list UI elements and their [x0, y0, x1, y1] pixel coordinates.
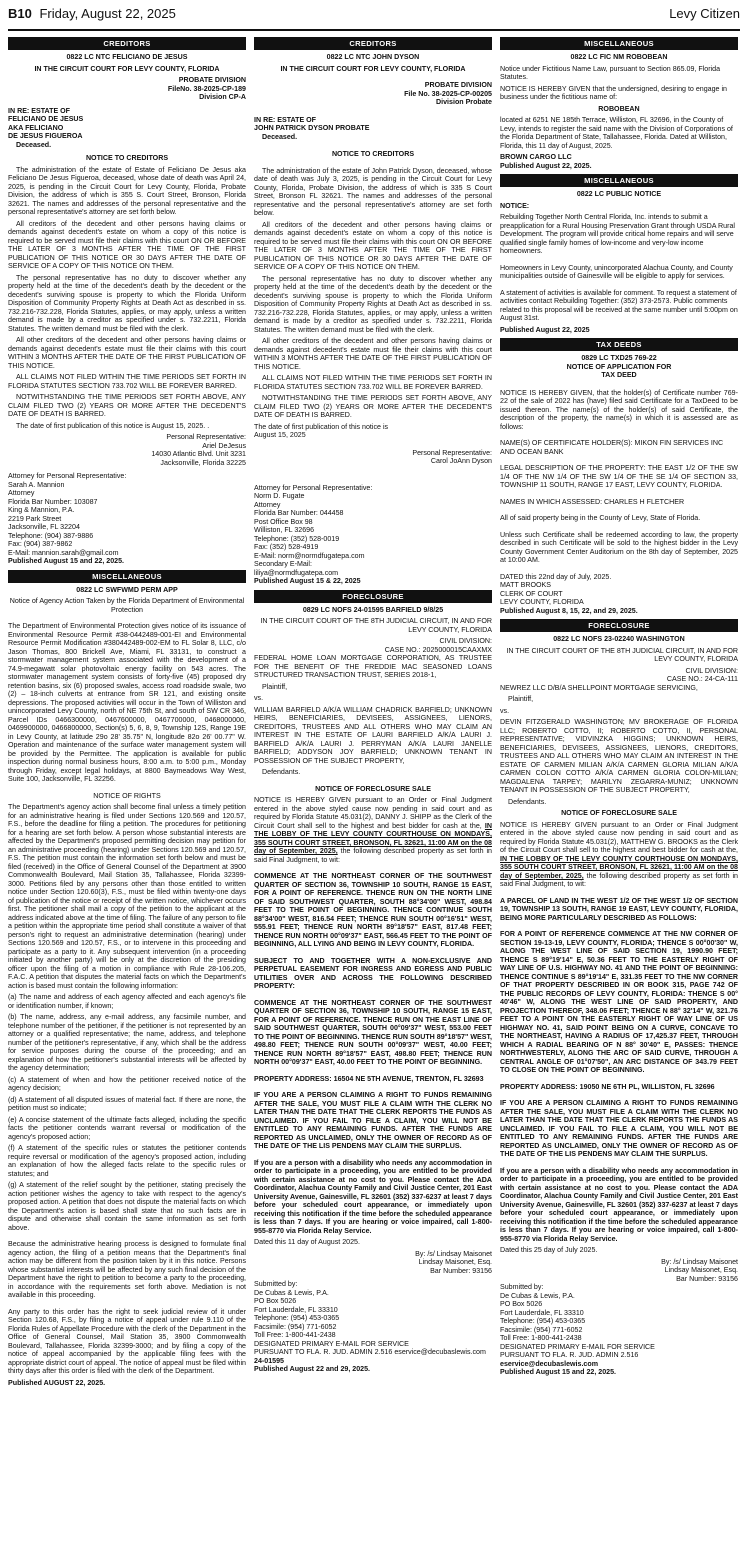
section-band: TAX DEEDS: [500, 338, 738, 351]
atty-line: Florida Bar Number: 103087: [8, 497, 98, 506]
division: PROBATE DIVISION: [178, 76, 246, 85]
atty-line: Florida Bar Number: 044458: [254, 509, 344, 518]
body-paragraph: All creditors of the decedent and other persons having claims or demands against decedent's estate on whom a copy of this notice is required to be served must file their claims with this court ON OR BEFORE THE LATER OF 3 MONTHS AFTER THE TIME OF THE FIRST PUBLICATION OF THIS NOTICE OR 30 DAYS AFTER THE DATE OF SERVICE OF A COPY OF THIS NOTICE ON THEM.: [8, 219, 246, 271]
atty-line: E-Mail: mannion.sarah@gmail.com: [8, 548, 119, 557]
submitted-line: PO Box 5026: [500, 1300, 543, 1309]
column-3: [500, 35, 738, 1391]
submitted-line: Toll Free: 1-800-441-2438: [500, 1334, 582, 1343]
court-name: IN THE CIRCUIT COURT OF THE 8TH JUDICIAL CIRCUIT, IN AND FOR LEVY COUNTY, FLORIDA: [260, 617, 492, 634]
atty-line: Attorney for Personal Representative:: [254, 483, 373, 492]
pr-line: Jacksonville, Florida 32225: [160, 458, 246, 467]
body-paragraph: Homeowners in Levy County, unincorporated Alachua County, and County municipalities outside of Gainesville will be eligible to apply for services.: [500, 263, 733, 281]
re-line: IN RE: ESTATE OF: [8, 106, 71, 115]
notice-label: NOTICE:: [500, 201, 530, 210]
civil-division: CIVIL DIVISION:: [685, 666, 738, 675]
body-paragraph: NOTWITHSTANDING THE TIME PERIODS SET FORTH ABOVE, ANY CLAIM FILED TWO (2) YEARS OR MORE AFTER THE DECEDENT'S DATE OF DEATH IS BARRED.: [254, 394, 492, 420]
legal-description: COMMENCE AT THE NORTHEAST CORNER OF THE SOUTHWEST QUARTER OF SECTION 36, TOWNSHIP 10 SOUTH, RANGE 15 EAST, FOR A POINT OF REFERENCE. THENCE RUN ON THE NORTH LINE OF SAID SOUTHWEST QUARTER, SOUTH 88°34'00" WEST, 498.84 FEET TO THE POINT OF BEGINNING. THENCE CONTINUE SOUTH 88°34'00" WEST, 816.54 FEET; THENCE RUN SOUTH 00°16'51" WEST, 555.91 FEET; THENCE RUN NORTH 89°18'57" EAST, 817.48 FEET; THENCE RUN NORTH 00°09'37" EAST, 566.45 FEET TO THE POINT OF BEGINNING, ALL LYING AND BEING IN LEVY COUNTY, FLORIDA.: [254, 872, 492, 949]
atty-line: Sarah A. Mannion: [8, 480, 65, 489]
defendants: WILLIAM BARFIELD A/K/A WILLIAM CHADRICK BARFIELD; UNKNOWN HEIRS, BENEFICIARIES, DEVISEES, ASSIGNEES, LIENORS, CREDITORS, TRUSTEES AND ALL OTHERS WHO MAY CLAIM AN INTEREST IN THE ESTATE OF LAURI BARFIELD A/K/A LAURI J. BARFIELD A/K/A LAURI J. PERRYMAN A/K/A LAURI JANELLE BARFIELD; ADDYSON JOY BARFIELD; UNKNOWN TENANT IN POSSESSION OF THE SUBJECT PROPERTY,: [254, 705, 492, 765]
notice-title: 0822 LC FIC NM ROBOBEAN: [570, 53, 668, 62]
submitted-line: Fort Lauderdale, FL 33310: [254, 1305, 338, 1314]
first-pub-date: August 15, 2025: [254, 431, 306, 440]
signature-line: Bar Number: 93156: [676, 1274, 738, 1283]
atty-line: 2219 Park Street: [8, 514, 62, 523]
re-line: FELICIANO DE JESUS: [8, 115, 84, 124]
legal-description: FOR A POINT OF REFERENCE COMMENCE AT THE NW CORNER OF SECTION 19-13-19, LEVY COUNTY, FLORIDA; THENCE S 00°00'30" W, ALONG THE WEST LINE OF SAID SECTION 19, 1990.90 FEET; THENCE S 89°19'14" E, 50.36 FEET TO THE EASTERLY RIGHT OF WAY LINE OF U.S. HIGHWAY NO. 41 AND THE POINT OF BEGINNING: THENCE CONTINUE S 89°19'14" E, 331.35 FEET TO THE NW CORNER OF THAT PROPERTY DESCRIBED IN OR BOOK 315, PAGE 742 OF THE PUBLIC RECORDS OF LEVY COUNTY, FLORIDA: THENCE S 00° 40'46" W, ALONG THE WEST LINE OF SAID PROPERTY, AND PROJECTION THEREOF, 348.06 FEET; THENCE N 88° 32'14" W, 321.76 FEET TO A POINT ON THE EASTERLY RIGHT OF WAY LINE OF US HIGHWAY NO. 41, SAID POINT BEING ON A CURVE, CONCAVE TO THE NORTHEAST, HAVING A RADIUS OF 17,425.37 FEET, THROUGH WHICH A RADIAL BEARING OF N 88° 30'40" E, PASSES: THENCE NORTHWESTERLY, ALONG THE ARC OF SAID CURVE, THROUGH A CENTRAL ANGLE OF 01°07'50", AN ARC DISTANCE OF 343.79 FEET TO CLOSE ON THE POINT OF BEGINNING.: [500, 930, 738, 1075]
versus: vs.: [254, 694, 264, 703]
notice-heading: NOTICE OF APPLICATION FOR: [566, 362, 672, 371]
dated-line: Dated this 25 day of July 2025.: [500, 1246, 598, 1255]
defendants-role: Defendants.: [262, 768, 301, 777]
notice-title: 0822 LC NOFS 23-02240 WASHINGTON: [553, 635, 685, 644]
notice-feliciano: [8, 53, 246, 566]
date-line: The date of first publication of this notice is: [254, 422, 389, 431]
body-paragraph: located at 6251 NE 185th Terrace, Williston, FL 32696, in the County of Levy, intends to register the said name with the Division of Corporations of the Florida Department of State, Tallahassee, Florida. Dated at Williston, Florida, this 11 day of August, 2025.: [500, 116, 733, 150]
atty-line: liliya@normdfugatepa.com: [254, 568, 339, 577]
plaintiff-role: Plaintiff,: [262, 682, 288, 691]
submitted-line: De Cubas & Lewis, P.A.: [254, 1288, 329, 1297]
sale-intro: NOTICE IS HEREBY GIVEN pursuant to an Order or Final Judgment entered in the above styled cause now pending in said court and as required by Florida Statute 45.031(2), MATTHEW G. BROOKS as the Clerk of the Circuit Court shall sell to the highest and best bidder for cash at the, IN THE LOBBY OF THE LEVY COUNTY COURTHOUSE ON MONDAYS, 355 SOUTH COURT STREET, BRONSON, FL 32621, 11:00 AM on the 08 day of September, 2025, the following described property as set forth in said Final Judgment, to wit:: [500, 820, 738, 889]
re-line: JOHN PATRICK DYSON PROBATE: [254, 124, 370, 133]
body-paragraph: (c) A statement of when and how the petitioner received notice of the agency decision;: [8, 1075, 246, 1093]
body-paragraph: The personal representative has no duty to discover whether any property held at the time of the decedent's death by the decedent or the decedent's surviving spouse is property to which the Florida Uniform Disposition of Community Property Rights at Death Act as described in ss. 732.216-732.228, Florida Statutes, applies, or may apply, unless a written demand is made by a creditor as specified under s. 732.2211, Florida Statutes. The written demand must be filed with the clerk.: [8, 273, 246, 333]
body-paragraph: All other creditors of the decedent and other persons having claims or demands against decedent's estate must file their claims with this court WITHIN 3 MONTHS AFTER THE DATE OF THE FIRST PUBLICATION OF THIS NOTICE.: [254, 337, 492, 371]
division-code: Division CP-A: [199, 93, 246, 102]
body-paragraph: LEGAL DESCRIPTION OF THE PROPERTY: THE EAST 1/2 OF THE SW 1/4 OF THE NW 1/4 OF THE SW 1/4 OF THE SE 1/4 OF SECTION 33, TOWNSHIP 11 SOUTH, RANGE 17 EAST, LEVY COUNTY, FLORIDA.: [500, 464, 738, 490]
signature-line: Lindsay Maisonet, Esq.: [418, 1258, 492, 1267]
pr-line: Personal Representative:: [412, 448, 492, 457]
pr-line: Ariel DeJesus: [202, 441, 246, 450]
notice-title: 0822 LC NTC FELICIANO DE JESUS: [66, 53, 188, 62]
dated-line: MATT BROOKS: [500, 581, 551, 590]
body-paragraph: All of said property being in the County of Levy, State of Florida.: [500, 514, 701, 523]
submitted-line: Telephone: (954) 453-0365: [254, 1314, 340, 1323]
body-paragraph: NOTICE IS HEREBY GIVEN, that the holder(s) of Certificate number 769-22 of the sale of 2022 has (have) filed said Certificate for a TaxDeed to be issued thereon. The name(s) of the holder(s) of said Certificate, the description of the property, the name(s) in which it is assessed are as follows:: [500, 388, 738, 431]
body-paragraph: The date of first publication of this notice is August 15, 2025. .: [16, 421, 210, 430]
dated-line: CLERK OF COURT: [500, 589, 563, 598]
legal-description: COMMENCE AT THE NORTHEAST CORNER OF THE SOUTHWEST QUARTER OF SECTION 36, TOWNSHIP 10 SOUTH, RANGE 15 EAST, FOR A POINT OF REFERENCE. THENCE RUN ON THE EAST LINE OF SAID SOUTHWEST QUARTER, SOUTH 00°09'37" WEST, 553.00 FEET TO THE POINT OF BEGINNING. THENCE RUN SOUTH 89°18'57" WEST, 498.80 FEET; THENCE RUN SOUTH 00°09'37" WEST, 40.00 FEET; THENCE RUN NORTH 89°18'57" EAST, 498.80 FEET; THENCE RUN NORTH 00°09'37" EAST, 40.00 FEET TO THE POINT OF BEGINNING.: [254, 998, 492, 1067]
notice-heading: TAX DEED: [601, 371, 637, 380]
deceased-label: Deceased.: [16, 140, 52, 149]
ada-notice: If you are a person with a disability who needs any accommodation in order to participate in a proceeding, you are entitled to be provided with certain assistance at no cost to you. Please contact the ADA Coordinator, Alachua County Family and Civil Justice Center, 201 East University Avenue, Gainesville, FL 32601 (352) 337-6237 at least 7 days before your scheduled court appearance, or immediately upon receiving this notification if the time before the scheduled appearance is less than 7 days. If you are hearing or voice impaired, call 1-800-955-8770 via Florida Relay Service.: [254, 1158, 492, 1235]
case-ref: 24-01595: [254, 1356, 284, 1365]
published-line: Published August 22, 2025: [500, 325, 590, 334]
section-band: MISCELLANEOUS: [500, 37, 738, 50]
notice-tax-deed: [500, 354, 738, 615]
published-line: Published August 22, 2025.: [500, 161, 592, 170]
deceased-label: Deceased.: [262, 132, 298, 141]
body-paragraph: (f) A statement of the specific rules or statutes the petitioner contends require reversal or modification of the agency's proposed action, including an explanation of how the alleged facts relate to the specific rules or statutes; and: [8, 1144, 246, 1178]
submitted-line: PURSUANT TO FLA. R. JUD. ADMIN 2.516: [500, 1351, 639, 1360]
pr-line: Carol JoAnn Dyson: [430, 457, 492, 466]
notice-heading: NOTICE TO CREDITORS: [85, 154, 169, 163]
body-paragraph: Notice under Fictitious Name Law, pursuant to Section 865.09, Florida Statutes.: [500, 64, 721, 82]
section-band: MISCELLANEOUS: [8, 570, 246, 583]
submitted-line: Telephone: (954) 453-0365: [500, 1317, 586, 1326]
atty-line: Telephone: (352) 528-0019: [254, 534, 340, 543]
notice-heading: NOTICE OF FORECLOSURE SALE: [561, 809, 677, 818]
body-paragraph: The Department's agency action shall become final unless a timely petition for an administrative hearing is filed under Sections 120.569 and 120.57, F.S., before the deadline for filing a petition. The procedures for petitioning for a hearing are set forth below. A person whose substantial interests are affected by the Department's proposed permitting decision may petition for an administrative proceeding (hearing) under Sections 120.569 and 120.57, F.S. The petition must contain the information set forth below and must be filed (received) in the Office of General Counsel of the Department at 3900 Commonwealth Boulevard, Mail Station 35, Tallahassee, Florida 32399-3000. Petitions filed by any persons other than those entitled to written notice under Section 120.60(3), F.S., must be filed within twenty-one days of publication of the notice or receipt of the written notice, whichever occurs first. The petitioner shall mail a copy of the petition to the applicant at the address indicated above at the time of filing. The failure of any person to file a petition within the appropriate time period shall constitute a waiver of that person's right to request an administrative determination (hearing) under Sections 120.569 and 120.57, F.S., or to intervene in this proceeding and participate as a party to it. Any subsequent intervention (in a proceeding initiated by another party) will be only at the discretion of the presiding officer upon the filing of a motion in compliance with Rule 28-106.205, F.A.C. A petition that disputes the material facts on which the Department's action is based must contain the following information:: [8, 803, 246, 990]
notice-heading: NOTICE OF FORECLOSURE SALE: [315, 784, 431, 793]
legal-description: SUBJECT TO AND TOGETHER WITH A NON-EXCLUSIVE AND PERPETUAL EASEMENT FOR INGRESS AND EGRESS AND PUBLIC UTILITIES OVER AND ACROSS THE FOLLOWING DESCRIBED PROPERTY:: [254, 956, 492, 991]
body-paragraph: Any party to this order has the right to seek judicial review of it under Section 120.68, F.S., by filing a notice of appeal under rule 9.110 of the Florida Rules of Appellate Procedure with the clerk of the Department in the Office of General Counsel, Mail Station 35, 3900 Commonwealth Boulevard, Tallahassee, Florida 32399-3000; and by filing a copy of the notice of appeal accompanied by the applicable filing fees with the appropriate district court of appeal. The notice of appeal must be filed within thirty days after this order is filed with the clerk of the Department.: [8, 1307, 246, 1376]
notice-heading: NOTICE TO CREDITORS: [331, 150, 415, 159]
published-line: Published August 15 and 22, 2025.: [8, 557, 125, 566]
header-rule: [8, 29, 740, 31]
signature-line: By: /s/ Lindsay Maisonet: [661, 1257, 738, 1266]
submitted-line: De Cubas & Lewis, P.A.: [500, 1291, 575, 1300]
notice-title: 0829 LC TXD25 769-22: [581, 354, 657, 363]
section-band: CREDITORS: [8, 37, 246, 50]
body-paragraph: The personal representative has no duty to discover whether any property held at the time of the decedent's death by the decedent or the decedent's surviving spouse is property to which the Florida Uniform Disposition of Community Property Rights at Death Act as described in ss. 732.216-732.228, Florida Statutes, applies, or may apply, unless a written demand is made by a creditor as specified under s. 732.2211, Florida Statutes. The written demand must be filed with the clerk.: [254, 274, 492, 334]
defendants: DEVIN FITZGERALD WASHINGTON; MV BROKERAGE OF FLORIDA LLC; ROBERTO COTTO, II; ROBERTO COTTO, II, PERSONAL REPRESENTATIVE; VIDVINZKA HIGGINS; UNKNOWN HEIRS, BENEFICIARIES, DEVISEES, ASSIGNEES, LIENORS, CREDITORS, TRUSTEES AND ALL OTHERS WHO MAY CLAIM AN INTEREST IN THE ESTATE OF CARMEN MILIAN A/K/A CARMEN GLORIA MILIAN A/K/A CARMEN COLON COTTO A/K/A CARMEN GLORIA COLON-MILIAN; MAGDALENA TARPEY; MARILYN ZEGARRA-MUNIZ; UNKNOWN TENANT IN POSSESSION OF THE SUBJECT PROPERTY,: [500, 718, 738, 795]
submitted-line: PURSUANT TO FLA. R. JUD. ADMIN 2.516 eservice@decubaslewis.com: [254, 1348, 486, 1357]
submitted-line: Submitted by:: [254, 1280, 298, 1289]
submitted-line: DESIGNATED PRIMARY E-MAIL FOR SERVICE: [254, 1339, 409, 1348]
column-1: [8, 35, 246, 1391]
notice-subtitle: Notice of Agency Action Taken by the Florida Department of Environmental Protection: [9, 597, 245, 614]
notice-washington: [500, 635, 738, 1377]
section-band: CREDITORS: [254, 37, 492, 50]
body-paragraph: All other creditors of the decedent and other persons having claims or demands against decedent's estate must file their claims with this court WITHIN 3 MONTHS AFTER THE DATE OF THE FIRST PUBLICATION OF THIS NOTICE.: [8, 336, 246, 370]
published-line: Published August 15 & 22, 2025: [254, 577, 361, 586]
atty-line: Attorney for Personal Representative:: [8, 472, 127, 481]
plaintiff: FEDERAL HOME LOAN MORTGAGE CORPORATION, AS TRUSTEE FOR THE BENEFIT OF THE FREDDIE MAC SEASONED LOANS STRUCTURED TRANSACTION TRUST, SERIES 2018-1,: [254, 654, 492, 680]
body-paragraph: ALL CLAIMS NOT FILED WITHIN THE TIME PERIODS SET FORTH IN FLORIDA STATUTES SECTION 733.702 WILL BE FOREVER BARRED.: [8, 373, 246, 390]
body-paragraph: The administration of the estate of John Patrick Dyson, deceased, whose date of death was July 3, 2025, is pending in the Circuit Court for Levy County, Florida, Probate Division, the address of which is 335 S Court Street, Bronson FL 32621. The names and addresses of the personal representative and the personal representative's attorney are set forth below.: [254, 166, 492, 218]
dated-line: DATED this 22nd day of July, 2025.: [500, 572, 612, 581]
body-paragraph: The Department of Environmental Protection gives notice of its issuance of Environmental Resource Permit #38-0442489-001-EI and Environmental Resource Permit Modification #380442489-002-EM to FL Solar 8, LLC, c/o Jason Thomas, 800 Brickell Ave, Miami, FL 33131, to construct a stormwater management system associated with the development of a 74.9-megawatt solar photovoltaic energy facility on 543 acres. The stormwater management system consists of forty-five (45) proposed dry retention basins, six (6) proposed swales, access road roadside swale, two (2) – 18-inch culverts at entrance from SR 121, and existing onsite depressions. The proposed activities will occur in the Town of Williston and unincorporated Levy County, north of NE 75th St, and south of SW CR 346, Parcel IDs 0466300000, 0467600000, 0467700000, 0468000000, 0469900000, 0466800000, Section(s) 5, 6, 8, 9, Township 12S, Range 19E in Levy County, at latitude 29o 28' 35.75" N, longitude 82o 26' 00.77" W. Operation and maintenance of the surface water management system will be provided by the Permittee. The application is available for public inspection during normal business hours, 8:00 a.m. to 5:00 p.m., Monday through Friday, except legal holidays, at 8800 Baymeadows Way West, Suite 100, Jacksonville, FL 32256.: [8, 622, 246, 784]
submitted-line: Fort Lauderdale, FL 33310: [500, 1308, 584, 1317]
atty-line: Williston, FL 32696: [254, 526, 315, 535]
surplus-notice: IF YOU ARE A PERSON CLAIMING A RIGHT TO FUNDS REMAINING AFTER THE SALE, YOU MUST FILE A CLAIM WITH THE CLERK NO LATER THAN THE DATE THAT THE CLERK REPORTS THE FUNDS AS UNCLAIMED. IF YOU FAIL TO FILE A CLAIM, YOU WILL NOT BE ENTITLED TO ANY REMAINING FUNDS. AFTER THE FUNDS ARE REPORTED AS UNCLAIMED, ONLY THE OWNER OF RECORD AS OF THE DATE OF THE LIS PENDENS MAY CLAIM THE SURPLUS.: [500, 1099, 738, 1159]
notice-title: 0822 LC NTC JOHN DYSON: [326, 53, 420, 62]
atty-line: Fax: (352) 528-4919: [254, 543, 319, 552]
columns: [8, 35, 740, 1391]
submitted-line: Toll Free: 1-800-441-2438: [254, 1331, 336, 1340]
court-name: IN THE CIRCUIT COURT FOR LEVY COUNTY, FLORIDA: [280, 64, 466, 73]
atty-line: Secondary E-Mail:: [254, 560, 312, 569]
file-number: File No. 38-2025-CP-00205: [404, 89, 492, 98]
legal-description: A PARCEL OF LAND IN THE WEST 1/2 OF THE WEST 1/2 OF SECTION 19, TOWNSHIP 13 SOUTH, RANGE 19 EAST, LEVY COUNTY, FLORIDA, BEING MORE PARTICULARLY DESCRIBED AS FOLLOWS:: [500, 896, 738, 922]
body-paragraph: The administration of the estate of Estate of Feliciano De Jesus aka Feliciano De Jesus Figueroa, deceased, whose date of death was April 24, 2025, is pending in the Circuit Court for Levy County, Florida, Probate Division, the address of which is 355 S. Court Street, Bronson, Florida 32621. The names and addresses of the personal representative and the personal representative's attorney are set forth below.: [8, 165, 246, 217]
section-band: FORECLOSURE: [500, 619, 738, 632]
submitted-line: Submitted by:: [500, 1283, 544, 1292]
submitted-line: Facsimile: (954) 771-6052: [254, 1322, 337, 1331]
case-number: CASE NO.: 2025000015CAAXMX: [384, 645, 492, 654]
body-paragraph: A statement of activities is available for comment. To request a statement of activities contact Rebuilding Together: (352) 373-2573. Public comments related to this proposal will be received at the same number until 5:00pm on August 31st.: [500, 288, 738, 323]
issue-date: Friday, August 22, 2025: [39, 6, 176, 21]
owner-name: BROWN CARGO LLC: [500, 153, 572, 162]
notice-public: [500, 190, 738, 334]
section-band: MISCELLANEOUS: [500, 174, 738, 187]
signature-line: Lindsay Maisonet, Esq.: [664, 1266, 738, 1275]
defendants-role: Defendants.: [508, 797, 547, 806]
notice-robobean: [500, 53, 738, 170]
notice-title: 0829 LC NOFS 24-01595 BARFIELD 9/8/25: [302, 605, 444, 614]
body-paragraph: NAMES IN WHICH ASSESSED: CHARLES H FLETCHER: [500, 497, 685, 506]
plaintiff-role: Plaintiff,: [508, 695, 534, 704]
body-paragraph: (d) A statement of all disputed issues of material fact. If there are none, the petition must so indicate;: [8, 1095, 246, 1113]
published-line: Published August 15 and 22, 2025.: [500, 1368, 617, 1377]
page-number: B10: [8, 6, 32, 21]
body-paragraph: Rebuilding Together North Central Florida, Inc. intends to submit a preapplication for a Rural Housing Preservation Grant through USDA Rural Development. The program will provide critical home repairs and will serve qualified single family homes of low-income and very-low income homeowners.: [500, 213, 736, 256]
published-line: Published August 8, 15, 22, and 29, 2025.: [500, 606, 638, 615]
paper-name: Levy Citizen: [669, 6, 740, 21]
atty-line: Fax: (904) 387-9862: [8, 540, 73, 549]
body-paragraph: NOTWITHSTANDING THE TIME PERIODS SET FORTH ABOVE, ANY CLAIM FILED TWO (2) YEARS OR MORE AFTER THE DECEDENT'S DATE OF DEATH IS BARRED.: [8, 393, 246, 419]
notice-dyson: [254, 53, 492, 586]
court-name: IN THE CIRCUIT COURT OF THE 8TH JUDICIAL CIRCUIT, IN AND FOR LEVY COUNTY, FLORIDA: [506, 646, 738, 664]
atty-line: E-Mail: norm@normdfugatepa.com: [254, 551, 365, 560]
plaintiff: NEWREZ LLC D/B/A SHELLPOINT MORTGAGE SERVICING,: [500, 683, 698, 692]
dated-line: Dated this 11 day of August 2025.: [254, 1238, 360, 1247]
body-paragraph: NAME(S) OF CERTIFICATE HOLDER(S): MIKON FIN SERVICES INC AND OCEAN BANK: [500, 439, 724, 456]
body-paragraph: Unless such Certificate shall be redeemed according to law, the property described in such Certificate will be sold to the highest bidder in the Levy County Government Center Auditorium on the 8th day of September, 2025 at 10:00 AM.: [500, 530, 738, 565]
ada-notice: If you are a person with a disability who needs any accommodation in order to participate in a proceeding, you are entitled to be provided with certain assistance at no cost to you. Please contact the ADA Coordinator, Alachua County Family and Civil Justice Center, 201 East University Avenue, Gainesville, FL 32601 (352) 337-6237 at least 7 days before your scheduled court appearance, or immediately upon receiving this notification if the time before the scheduled appearance is less than 7 days. If you are hearing or voice impaired, call 1-800-955-8770 via Florida Relay Service.: [500, 1166, 738, 1243]
column-2: [254, 35, 492, 1391]
pr-line: Personal Representative:: [166, 433, 246, 442]
notice-swfwmd: [8, 586, 246, 1388]
civil-division: CIVIL DIVISION:: [439, 637, 492, 646]
atty-line: Telephone: (904) 387-9886: [8, 531, 94, 540]
atty-line: Post Office Box 98: [254, 517, 313, 526]
property-address: PROPERTY ADDRESS: 16504 NE 5TH AVENUE, TRENTON, FL 32693: [254, 1074, 484, 1083]
body-paragraph: NOTICE IS HEREBY GIVEN that the undersigned, desiring to engage in business under the fictitious name of:: [500, 84, 727, 102]
re-line: DE JESUS FIGUEROA: [8, 132, 83, 141]
body-paragraph: (e) A concise statement of the ultimate facts alleged, including the specific facts the petitioner contends warrant reversal or modification of the agency's proposed action;: [8, 1115, 246, 1141]
body-paragraph: All creditors of the decedent and other persons having claims or demands against decedent's estate on whom a copy of this notice is required to be served must file their claims with this court ON OR BEFORE THE LATER OF 3 MONTHS AFTER THE TIME OF THE FIRST PUBLICATION OF THIS NOTICE OR 30 DAYS AFTER THE DATE OF SERVICE OF A COPY OF THIS NOTICE ON THEM.: [254, 220, 492, 272]
notice-title: 0822 LC SWFWMD PERM APP: [76, 585, 178, 594]
file-number: FileNo. 38-2025-CP-189: [167, 84, 246, 93]
versus: vs.: [500, 706, 510, 715]
submitted-line: Facsimile: (954) 771-6052: [500, 1325, 583, 1334]
body-paragraph: Because the administrative hearing process is designed to formulate final agency action, the filing of a petition means that the Department's final action may be different from the position taken by it in this notice. Persons whose substantial interests will be affected by any such final decision of the Department have the right to petition to become a party to the proceeding, in accordance with the requirements set forth above. Mediation is not available in this proceeding.: [8, 1240, 246, 1300]
body-paragraph: ALL CLAIMS NOT FILED WITHIN THE TIME PERIODS SET FORTH IN FLORIDA STATUTES SECTION 733.702 WILL BE FOREVER BARRED.: [254, 374, 492, 391]
surplus-notice: IF YOU ARE A PERSON CLAIMING A RIGHT TO FUNDS REMAINING AFTER THE SALE, YOU MUST FILE A CLAIM WITH THE CLERK NO LATER THAN THE DATE THAT THE CLERK REPORTS THE FUNDS AS UNCLAIMED. IF YOU FAIL TO FILE A CLAIM, YOU WILL NOT BE ENTITLED TO ANY REMAINING FUNDS. AFTER THE FUNDS ARE REPORTED AS UNCLAIMED, ONLY THE OWNER OF RECORD AS OF THE DATE OF THE LIS PENDENS MAY CLAIM THE SURPLUS.: [254, 1091, 492, 1151]
atty-line: Attorney: [254, 500, 281, 509]
body-paragraph: (g) A statement of the relief sought by the petitioner, stating precisely the action petitioner wishes the agency to take with respect to the agency's proposed action. A petition that does not dispute the material facts on which the Department's action is based shall state that no such facts are in dispute and otherwise shall contain the same information as set forth above.: [8, 1181, 246, 1232]
sale-intro: NOTICE IS HEREBY GIVEN pursuant to an Order or Final Judgment entered in the above styled cause now pending in said court and as required by Florida Statute 45.031(2), DANNY J. SHIPP as the Clerk of the Circuit Court shall sell to the highest and best bidder for cash at the, IN THE LOBBY OF THE LEVY COUNTY COURTHOUSE ON MONDAYS, 355 SOUTH COURT STREET, BRONSON, FL 32621, 11:00 AM on the 08 day of September, 2025, the following described property as set forth in said Final Judgment, to wit:: [254, 796, 492, 864]
atty-line: King & Mannion, P.A.: [8, 506, 75, 515]
signature-line: Bar Number: 93156: [430, 1266, 492, 1275]
signature-line: By: /s/ Lindsay Maisonet: [415, 1249, 492, 1258]
notice-title: 0822 LC PUBLIC NOTICE: [576, 190, 662, 199]
body-paragraph: (a) The name and address of each agency affected and each agency's file or identification number, if known;: [8, 993, 246, 1010]
notice-barfield: [254, 606, 492, 1374]
published-line: Published August 22 and 29, 2025.: [254, 1365, 371, 1374]
fictitious-name: ROBOBEAN: [598, 104, 640, 113]
rights-heading: NOTICE OF RIGHTS: [93, 791, 161, 800]
atty-line: Jacksonville, FL 32204: [8, 523, 80, 532]
section-band: FORECLOSURE: [254, 590, 492, 603]
submitted-line: PO Box 5026: [254, 1297, 297, 1306]
pr-line: 14030 Atlantic Blvd. Unit 3231: [151, 450, 246, 459]
division-code: Division Probate: [436, 98, 492, 107]
dated-line: LEVY COUNTY, FLORIDA: [500, 598, 584, 607]
re-line: AKA FELICIANO: [8, 123, 64, 132]
published-line: Published AUGUST 22, 2025.: [8, 1378, 106, 1387]
court-name: IN THE CIRCUIT COURT FOR LEVY COUNTY, FLORIDA: [34, 64, 220, 73]
submitted-line: DESIGNATED PRIMARY E-MAIL FOR SERVICE: [500, 1342, 655, 1351]
re-line: IN RE: ESTATE OF: [254, 115, 317, 124]
body-paragraph: (b) The name, address, any e-mail address, any facsimile number, and telephone number of the petitioner, if the petitioner is not represented by an attorney or a qualified representative; the name, address, and telephone number of the petitioner's representative, if any, which shall be the address for service purposes during the course of the proceeding; and an explanation of how the petitioner's substantial interests will be affected by the agency determination;: [8, 1013, 246, 1073]
page-header: [8, 6, 740, 26]
service-email: eservice@decubaslewis.com: [500, 1359, 599, 1368]
division: PROBATE DIVISION: [424, 81, 492, 90]
case-number: CASE NO.: 24-CA-111: [666, 675, 738, 684]
property-address: PROPERTY ADDRESS: 19050 NE 6TH PL, WILLISTON, FL 32696: [500, 1082, 715, 1091]
atty-line: Norm D. Fugate: [254, 492, 305, 501]
atty-line: Attorney: [8, 489, 35, 498]
